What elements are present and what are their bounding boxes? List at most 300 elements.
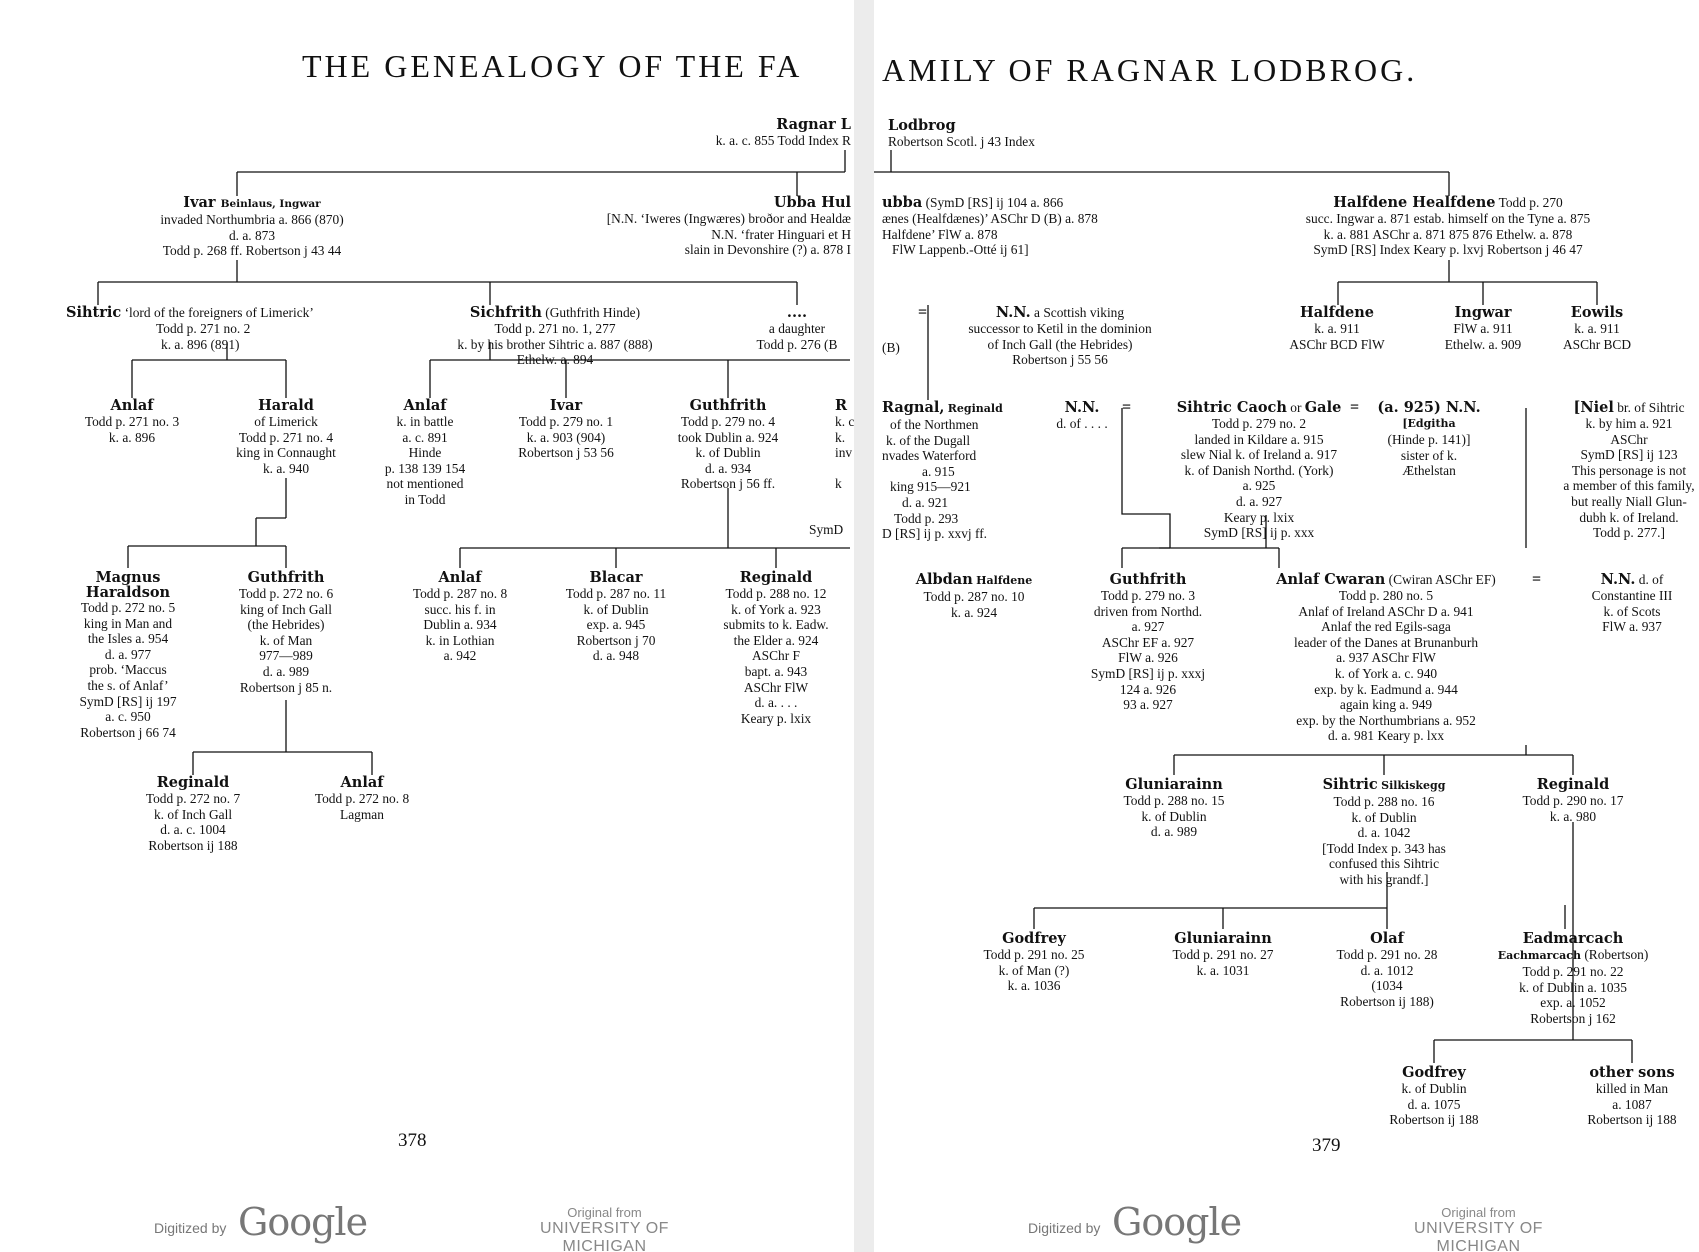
gluniarainn2-line: k. a. 1031	[1196, 962, 1250, 978]
university-label: UNIVERSITY OF MICHIGAN	[1414, 1220, 1543, 1252]
reginald-right-name: Reginald	[1536, 776, 1610, 793]
nn2-line: d. of . . . .	[1056, 416, 1108, 431]
sihtric2-name: Sihtric	[1322, 776, 1378, 793]
guthfrith2-name: Guthfrith	[247, 569, 325, 586]
sihtric-caoch-line: d. a. 927	[1235, 493, 1283, 509]
rtrunc-name: R	[835, 397, 848, 414]
person-nn-2	[1056, 400, 1107, 432]
daughter-name: ....	[786, 304, 808, 321]
person-ragnar	[716, 117, 851, 149]
guthfrith-right-line: driven from Northd.	[1093, 603, 1203, 619]
edgitha-line: (Hinde p. 141)]	[1387, 432, 1471, 447]
ivar-name: Ivar	[183, 194, 216, 211]
anlaf3-line: Dublin a. 934	[423, 617, 497, 633]
sihtric2-line: [Todd Index p. 343 has	[1322, 840, 1446, 856]
guthfrith2-line: Todd p. 272 no. 6	[238, 586, 334, 601]
anlaf1-name: Anlaf	[110, 397, 154, 414]
anlaf-cwaran-line: exp. by k. Eadmund a. 944	[1314, 681, 1458, 697]
anlaf1-line: k. a. 896	[108, 429, 156, 445]
person-reginald-1	[723, 570, 828, 726]
person-gluniarainn-2	[1173, 931, 1274, 978]
magnus-line: Todd p. 272 no. 5	[80, 600, 176, 615]
niel-line: This personage is not	[1571, 462, 1687, 478]
anlaf2-line: Hinde	[408, 445, 442, 461]
sihtric2-line: with his grandf.]	[1339, 871, 1429, 887]
ubba-right-desc: (SymD [RS] ij 104 a. 866	[925, 195, 1064, 210]
eadmarcach-line: k. of Dublin a. 1035	[1519, 979, 1627, 995]
person-harald	[236, 398, 336, 476]
guthfrith1-line: took Dublin a. 924	[677, 429, 779, 445]
ragnal-line: Todd p. 293	[894, 510, 959, 526]
ubba-right-line: ænes (Healfdænes)’ ASChr D (B) a. 878	[882, 211, 1098, 226]
reginald-right-line: k. a. 980	[1549, 808, 1597, 824]
godfrey2-line: Robertson ij 188	[1389, 1112, 1479, 1128]
person-eowils	[1563, 305, 1631, 352]
guthfrith-right-line: a. 927	[1131, 619, 1165, 635]
olaf-line: d. a. 1012	[1360, 962, 1414, 978]
equals-sign: =	[1350, 399, 1360, 416]
reginald-right-line: Todd p. 290 no. 17	[1522, 793, 1624, 808]
sihtric2-line: k. of Dublin	[1351, 809, 1417, 825]
ragnal-line: k. of the Dugall	[886, 432, 971, 448]
nn1-line: of Inch Gall (the Hebrides)	[987, 336, 1133, 352]
anlaf3-line: succ. his f. in	[424, 601, 496, 617]
harald-line: king in Connaught	[236, 445, 336, 461]
albdan-name: Albdan	[915, 571, 973, 588]
person-lodbrog	[888, 118, 1035, 150]
anlaf-cwaran-line: Anlaf of Ireland ASChr D a. 941	[1298, 603, 1474, 619]
original-from-label: Original from	[567, 1205, 642, 1220]
lodbrog-name: Lodbrog	[888, 117, 956, 134]
anlaf-cwaran-line: Anlaf the red Egils-saga	[1321, 619, 1451, 635]
lodbrog-line: Robertson Scotl. j 43 Index	[888, 134, 1035, 149]
ivar-line: Todd p. 268 ff. Robertson j 43 44	[162, 243, 342, 259]
ingwar-line: Ethelw. a. 909	[1444, 336, 1522, 352]
ivar-alt: Beinlaus, Ingwar	[220, 198, 321, 210]
nn3-line: Constantine III	[1591, 588, 1673, 603]
harald-name: Harald	[258, 397, 314, 414]
person-nn-viking	[968, 305, 1151, 368]
guthfrith2-line: 977—989	[259, 648, 313, 664]
person-edgitha	[1377, 400, 1480, 479]
eadmarcach-line: Robertson j 162	[1530, 1010, 1616, 1026]
eadmarcach-alt: Eachmarcach	[1497, 949, 1581, 962]
niel-line: a member of this family,	[1563, 478, 1695, 494]
olaf-line: Todd p. 291 no. 28	[1336, 947, 1438, 962]
anlaf-cwaran-line: leader of the Danes at Brunanburh	[1293, 634, 1479, 650]
anlaf-cwaran-line: Todd p. 280 no. 5	[1338, 588, 1434, 603]
sihtric-caoch-line: Keary p. lxix	[1223, 509, 1295, 525]
person-blacar	[566, 570, 666, 664]
guthfrith-right-line: SymD [RS] ij p. xxxj	[1090, 665, 1206, 681]
reginald2-line: d. a. c. 1004	[160, 822, 226, 838]
halfdene2-name: Halfdene	[1300, 304, 1374, 321]
daughter-line: a daughter	[768, 321, 826, 336]
reginald1-line: Todd p. 288 no. 12	[725, 586, 827, 601]
anlaf3-line: a. 942	[443, 648, 477, 664]
albdan-alt: Halfdene	[976, 574, 1033, 587]
godfrey1-name: Godfrey	[1002, 930, 1066, 947]
ivar-line: invaded Northumbria a. 866 (870)	[160, 212, 344, 227]
ragnal-line: king 915—921	[890, 479, 971, 495]
sihtric2-line: Todd p. 288 no. 16	[1333, 794, 1435, 809]
guthfrith-right-name: Guthfrith	[1109, 571, 1187, 588]
niel-line: k. by him a. 921	[1585, 416, 1673, 431]
ragnal-name: Ragnal,	[882, 399, 945, 416]
person-guthfrith-2	[239, 570, 333, 695]
ragnal-line: of the Northmen	[890, 417, 979, 432]
harald-line: Todd p. 271 no. 4	[238, 429, 334, 445]
person-ragnal	[882, 400, 1003, 542]
equals-sign: =	[1532, 571, 1542, 588]
magnus-line: the Isles a. 954	[87, 631, 169, 647]
person-nn-constantine	[1592, 572, 1673, 635]
guthfrith1-line: k. of Dublin	[695, 445, 761, 461]
sihtric2-alt: Silkiskegg	[1381, 779, 1446, 792]
anlaf2-name: Anlaf	[403, 397, 447, 414]
guthfrith1-line: Todd p. 279 no. 4	[680, 414, 776, 429]
equals-sign: =	[918, 304, 928, 321]
magnus-line: Robertson j 66 74	[80, 724, 176, 740]
reginald2-line: Robertson ij 188	[148, 837, 238, 853]
edgitha-name: (a. 925) N.N.	[1377, 399, 1481, 416]
ragnal-line: a. 915	[922, 463, 955, 479]
rtrunc-line: inv	[835, 445, 853, 461]
anlaf-cwaran-line: d. a. 981 Keary p. lxx	[1327, 728, 1445, 744]
sihtric-caoch-line: a. 925	[1242, 478, 1276, 494]
rtrunc-line: k.	[835, 429, 846, 445]
guthfrith-right-line: Todd p. 279 no. 3	[1100, 588, 1196, 603]
google-logo: Google	[1112, 1200, 1242, 1244]
reginald1-line: Keary p. lxix	[740, 710, 812, 726]
sichfrith-line: k. by his brother Sihtric a. 887 (888)	[457, 336, 653, 352]
original-from	[1371, 1205, 1586, 1252]
blacar-line: d. a. 948	[592, 648, 640, 664]
sihtric-caoch-name: Sihtric Caoch	[1176, 399, 1287, 416]
ubba-line: slain in Devonshire (?) a. 878 I	[684, 242, 851, 258]
harald-line: of Limerick	[254, 414, 318, 429]
anlaf-cwaran-name: Anlaf Cwaran	[1276, 571, 1386, 588]
edgitha-alt: [Edgitha	[1402, 417, 1456, 430]
magnus-line: SymD [RS] ij 197	[79, 693, 177, 709]
ubba-right-line: FlW Lappenb.-Otté ij 61]	[892, 242, 1029, 258]
left-page-number: 378	[398, 1130, 427, 1151]
anlaf2-line: in Todd	[404, 491, 446, 507]
godfrey1-line: k. a. 1036	[1007, 978, 1061, 994]
halfdene-line: succ. Ingwar a. 871 estab. himself on the Tyne a. 875	[1305, 211, 1591, 226]
eadmarcach-line: Todd p. 291 no. 22	[1522, 964, 1624, 979]
reginald2-line: Todd p. 272 no. 7	[145, 791, 241, 806]
magnus-name-2: Haraldson	[85, 584, 171, 601]
blacar-name: Blacar	[589, 569, 643, 586]
ragnar-name: Ragnar L	[776, 116, 851, 133]
magnus-name: Magnus	[95, 569, 161, 586]
othersons-line: a. 1087	[1612, 1096, 1652, 1112]
guthfrith2-line: d. a. 989	[262, 663, 310, 679]
othersons-line: killed in Man	[1595, 1081, 1669, 1096]
reginald1-line: submits to k. Eadw.	[723, 617, 829, 633]
eowils-name: Eowils	[1570, 304, 1624, 321]
anlaf3-line: Todd p. 287 no. 8	[412, 586, 508, 601]
anlaf2-line: not mentioned	[386, 476, 464, 492]
blacar-line: k. of Dublin	[583, 601, 649, 617]
blacar-line: Robertson j 70	[576, 632, 656, 648]
ivar2-line: k. a. 903 (904)	[526, 429, 606, 445]
person-sichfrith	[457, 305, 652, 368]
reginald1-line: k. of York a. 923	[731, 601, 821, 617]
page-gutter	[854, 0, 874, 1252]
person-anlaf-1	[85, 398, 179, 445]
guthfrith-right-line: ASChr EF a. 927	[1101, 634, 1195, 650]
niel-line: ASChr	[1610, 431, 1648, 447]
person-godfrey-2	[1389, 1065, 1478, 1128]
nn3-desc: d. of	[1638, 572, 1664, 587]
person-anlaf-4	[315, 775, 409, 822]
sihtric-caoch-line: slew Nial k. of Ireland a. 917	[1180, 447, 1338, 463]
ragnal-line: D [RS] ij p. xxvj ff.	[882, 526, 988, 542]
blacar-line: exp. a. 945	[586, 617, 646, 633]
ivar2-line: Robertson j 53 56	[518, 445, 614, 461]
othersons-line: Robertson ij 188	[1587, 1112, 1677, 1128]
harald-line: k. a. 940	[262, 460, 310, 476]
rtrunc-line: k	[835, 475, 842, 491]
sichfrith-name: Sichfrith	[469, 304, 542, 321]
equals-sign: =	[1122, 399, 1132, 416]
anlaf2-line: k. in battle	[396, 414, 454, 429]
ingwar-line: FlW a. 911	[1453, 321, 1513, 336]
person-sihtric	[66, 305, 314, 352]
edgitha-line: Æthelstan	[1402, 463, 1456, 479]
guthfrith-right-line: 124 a. 926	[1119, 681, 1177, 697]
magnus-line: the s. of Anlaf’	[87, 677, 169, 693]
reginald1-name: Reginald	[739, 569, 813, 586]
godfrey2-line: k. of Dublin	[1401, 1081, 1467, 1096]
person-other-sons	[1587, 1065, 1676, 1128]
left-title: THE GENEALOGY OF THE FA	[302, 48, 803, 84]
person-anlaf-cwaran	[1276, 572, 1495, 744]
reginald1-line: d. a. . . .	[754, 695, 798, 711]
sihtric-line: k. a. 896 (891)	[161, 336, 240, 352]
gluniarainn1-line: d. a. 989	[1150, 824, 1198, 840]
sihtric-gale-name: Gale	[1304, 399, 1342, 416]
truncated-symd: SymD	[809, 522, 844, 537]
gluniarainn2-line: Todd p. 291 no. 27	[1172, 947, 1274, 962]
eadmarcach-name: Eadmarcach	[1522, 930, 1624, 947]
anlaf-cwaran-line: again king a. 949	[1339, 697, 1433, 713]
ubba-line: [N.N. ‘Iweres (Ingwæres) broðor and Healdæ	[606, 211, 851, 226]
anlaf2-line: p. 138 139 154	[384, 460, 466, 476]
person-ingwar	[1445, 305, 1521, 352]
sihtric-name: Sihtric	[66, 304, 122, 321]
guthfrith2-line: Robertson j 85 n.	[239, 679, 333, 695]
guthfrith1-name: Guthfrith	[689, 397, 767, 414]
olaf-name: Olaf	[1370, 930, 1404, 947]
halfdene-line: k. a. 881 ASChr a. 871 875 876 Ethelw. a. 878	[1323, 226, 1573, 242]
ivar-line: d. a. 873	[228, 227, 276, 243]
person-anlaf-3	[413, 570, 507, 664]
person-ivar	[160, 195, 343, 259]
eowils-line: ASChr BCD	[1562, 336, 1632, 352]
magnus-line: a. c. 950	[105, 709, 151, 725]
gluniarainn2-name: Gluniarainn	[1174, 930, 1272, 947]
original-from	[497, 1205, 712, 1252]
reginald1-line: the Elder a. 924	[733, 632, 819, 648]
person-reginald-2	[146, 775, 240, 853]
guthfrith2-line: k. of Man	[259, 632, 313, 648]
guthfrith2-line: king of Inch Gall	[240, 601, 332, 617]
edgitha-line: sister of k.	[1400, 447, 1458, 463]
godfrey2-line: d. a. 1075	[1407, 1096, 1461, 1112]
ubba-right-line: Halfdene’ FlW a. 878	[882, 226, 998, 242]
guthfrith-right-line: 93 a. 927	[1123, 697, 1173, 713]
albdan-line: k. a. 924	[950, 604, 998, 620]
reginald1-line: ASChr FlW	[743, 679, 809, 695]
anlaf4-line: Todd p. 272 no. 8	[314, 791, 410, 806]
person-eadmarcach	[1498, 931, 1649, 1026]
anlaf-cwaran-desc: (Cwiran ASChr EF)	[1388, 572, 1496, 587]
gluniarainn1-line: k. of Dublin	[1141, 808, 1207, 824]
ubba-name: Ubba Hul	[773, 194, 851, 211]
sichfrith-line: Todd p. 271 no. 1, 277	[494, 321, 616, 336]
olaf-line: Robertson ij 188)	[1340, 993, 1434, 1009]
ref-b: (B)	[882, 340, 900, 355]
niel-line: Todd p. 277.]	[1593, 525, 1665, 541]
person-ubba-right	[882, 195, 1098, 258]
right-title: AMILY OF RAGNAR LODBROG.	[882, 52, 1418, 88]
ragnar-line: k. a. c. 855 Todd Index R	[715, 133, 851, 148]
person-anlaf-2	[385, 398, 465, 508]
digitized-by-label: Digitized by	[1028, 1220, 1101, 1236]
godfrey1-line: k. of Man (?)	[998, 962, 1070, 978]
nn1-line: successor to Ketil in the dominion	[968, 321, 1152, 336]
eadmarcach-desc: (Robertson)	[1584, 947, 1649, 962]
guthfrith2-line: (the Hebrides)	[247, 617, 325, 633]
person-godfrey-1	[984, 931, 1085, 994]
anlaf4-name: Anlaf	[340, 774, 384, 791]
sihtric-line: Todd p. 271 no. 2	[156, 321, 251, 336]
person-gluniarainn-1	[1124, 777, 1225, 840]
original-from-label: Original from	[1441, 1205, 1516, 1220]
guthfrith-right-line: FlW a. 926	[1118, 650, 1178, 666]
google-logo: Google	[238, 1200, 368, 1244]
person-olaf	[1337, 931, 1438, 1009]
anlaf-cwaran-line: a. 937 ASChr FlW	[1336, 650, 1436, 666]
reginald2-line: k. of Inch Gall	[153, 806, 233, 822]
niel-line: SymD [RS] ij 123	[1580, 447, 1678, 463]
othersons-name: other sons	[1589, 1064, 1675, 1081]
magnus-line: king in Man and	[83, 615, 173, 631]
sihtric-caoch-line: Todd p. 279 no. 2	[1211, 416, 1307, 431]
person-sihtric-silkiskegg	[1322, 777, 1446, 888]
sihtric2-line: d. a. 1042	[1357, 825, 1411, 841]
anlaf-cwaran-line: exp. by the Northumbrians a. 952	[1296, 712, 1476, 728]
anlaf-cwaran-line: k. of York a. c. 940	[1334, 665, 1438, 681]
person-sihtric-caoch	[1177, 400, 1342, 541]
daughter-line: Todd p. 276 (B	[756, 336, 838, 352]
ivar2-line: Todd p. 279 no. 1	[518, 414, 614, 429]
reginald1-line: ASChr F	[751, 648, 800, 664]
sihtric2-line: confused this Sihtric	[1328, 856, 1440, 872]
blacar-line: Todd p. 287 no. 11	[565, 586, 667, 601]
ubba-right-name: ubba	[882, 194, 923, 211]
sichfrith-desc: (Guthfrith Hinde)	[545, 305, 641, 320]
nn2-name: N.N.	[1064, 399, 1100, 416]
eowils-line: k. a. 911	[1574, 321, 1620, 336]
magnus-line: prob. ‘Maccus	[89, 662, 167, 678]
person-halfdene-2	[1289, 305, 1384, 352]
anlaf1-line: Todd p. 271 no. 3	[84, 414, 180, 429]
person-ivar-2	[518, 398, 614, 461]
person-halfdene	[1306, 195, 1590, 258]
halfdene-line: SymD [RS] Index Keary p. lxvj Robertson j 46 47	[1313, 242, 1583, 258]
reginald1-line: bapt. a. 943	[744, 663, 808, 679]
sihtric-caoch-line: landed in Kildare a. 915	[1194, 431, 1324, 447]
olaf-line: (1034	[1371, 978, 1403, 994]
anlaf4-line: Lagman	[340, 806, 384, 822]
person-niel	[1563, 400, 1694, 541]
nn1-line: Robertson j 55 56	[1012, 352, 1108, 368]
person-truncated-r	[835, 398, 854, 491]
reginald2-name: Reginald	[156, 774, 230, 791]
university-label: UNIVERSITY OF MICHIGAN	[540, 1220, 669, 1252]
anlaf3-line: k. in Lothian	[425, 632, 495, 648]
ingwar-name: Ingwar	[1454, 304, 1512, 321]
niel-name: [Niel	[1573, 399, 1614, 416]
niel-desc: br. of Sihtric	[1617, 400, 1685, 415]
person-guthfrith-right	[1091, 572, 1205, 713]
ragnal-line: d. a. 921	[902, 494, 949, 510]
guthfrith1-line: Robertson j 56 ff.	[680, 476, 776, 492]
gluniarainn1-line: Todd p. 288 no. 15	[1123, 793, 1225, 808]
eadmarcach-line: exp. a. 1052	[1540, 995, 1606, 1011]
halfdene2-line: k. a. 911	[1314, 321, 1360, 336]
godfrey1-line: Todd p. 291 no. 25	[983, 947, 1085, 962]
right-page	[874, 0, 1699, 1252]
niel-line: but really Niall Glun-	[1571, 493, 1687, 509]
gluniarainn1-name: Gluniarainn	[1125, 776, 1223, 793]
anlaf2-line: a. c. 891	[402, 429, 448, 445]
rtrunc-line: k. c	[835, 414, 854, 429]
albdan-line: Todd p. 287 no. 10	[923, 589, 1025, 604]
digitized-by-label: Digitized by	[154, 1220, 227, 1236]
ragnal-alt: Reginald	[947, 402, 1003, 415]
nn3-name: N.N.	[1600, 571, 1636, 588]
sihtric-desc: ‘lord of the foreigners of Limerick’	[124, 305, 314, 320]
nn3-line: FlW a. 937	[1602, 619, 1662, 635]
halfdene-desc: Todd p. 270	[1498, 195, 1563, 210]
sichfrith-line: Ethelw. a. 894	[516, 352, 594, 368]
halfdene-name: Halfdene Healfdene	[1333, 194, 1496, 211]
person-albdan	[916, 572, 1032, 620]
magnus-line: d. a. 977	[104, 646, 152, 662]
halfdene2-line: ASChr BCD FlW	[1289, 336, 1385, 352]
person-daughter	[757, 305, 838, 352]
niel-line: dubh k. of Ireland.	[1579, 509, 1679, 525]
person-ubba	[607, 195, 851, 258]
person-magnus	[79, 570, 176, 740]
nn3-line: k. of Scots	[1603, 603, 1661, 619]
sihtric-caoch-line: SymD [RS] ij p. xxx	[1203, 525, 1315, 541]
ragnal-line: nvades Waterford	[882, 448, 977, 464]
anlaf3-name: Anlaf	[438, 569, 482, 586]
sihtric-or: or	[1290, 400, 1302, 415]
right-page-number: 379	[1312, 1135, 1341, 1156]
ubba-line: N.N. ‘frater Hinguari et H	[711, 226, 851, 242]
sihtric-caoch-line: k. of Danish Northd. (York)	[1184, 462, 1334, 478]
godfrey2-name: Godfrey	[1402, 1064, 1466, 1081]
person-reginald-right	[1523, 777, 1624, 824]
nn1-name: N.N.	[995, 304, 1031, 321]
